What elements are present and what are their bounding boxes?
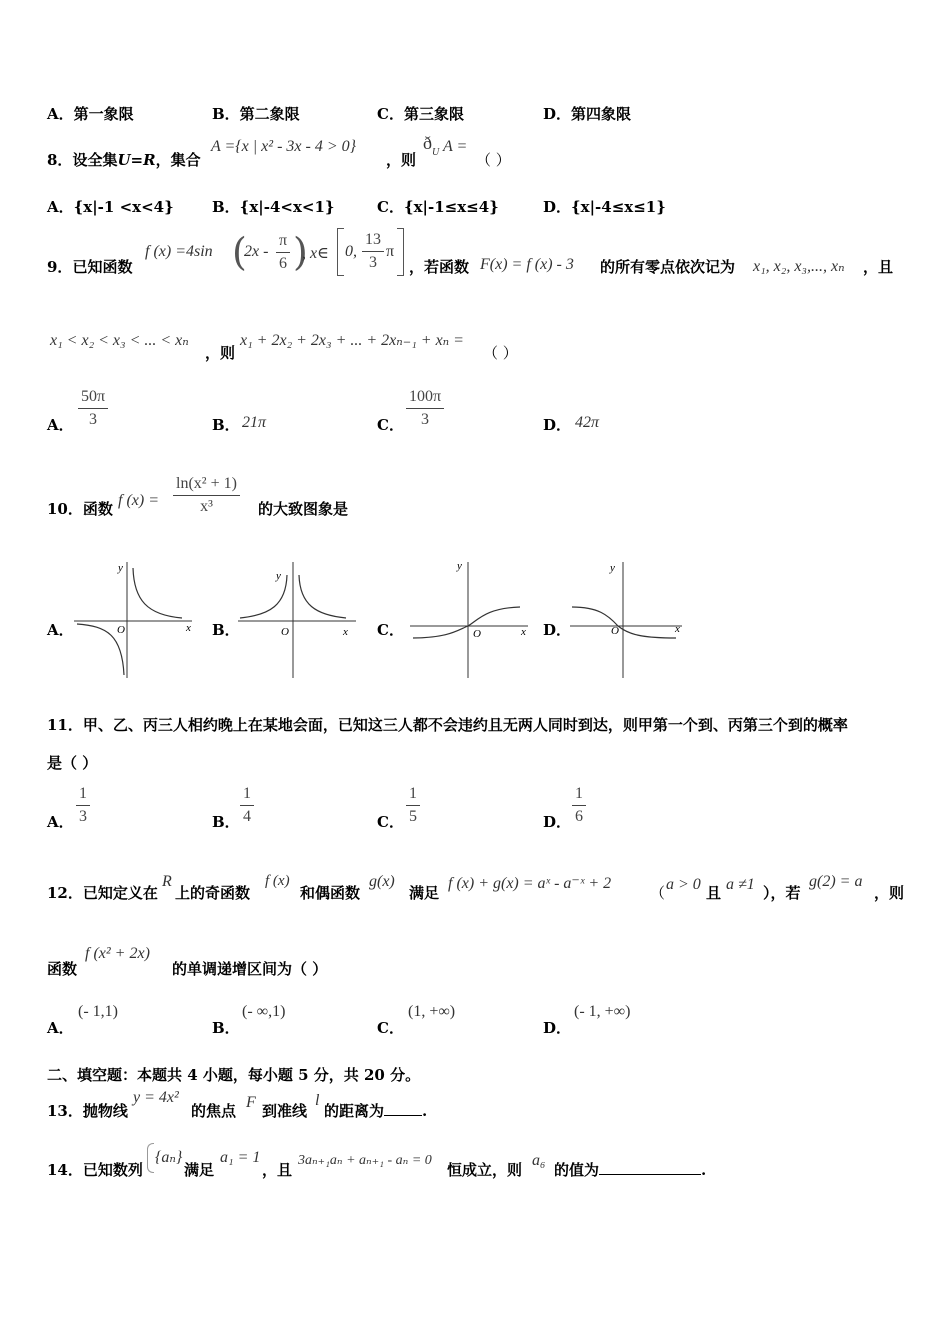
q12-then: ，则 (874, 884, 905, 902)
q9-bracket-open (337, 228, 344, 276)
q8-stem: 8．设全集U=R，集合 (47, 151, 201, 169)
q11-option-d-frac: $\frac{1}{6}$ (572, 785, 586, 826)
q10-option-c-label: C． (377, 621, 404, 639)
q9-pi-over-6: $\frac{\pi}{6}$ (276, 232, 290, 273)
q9-option-b-label: B． (212, 416, 240, 434)
q10-option-b-label: B． (212, 621, 240, 639)
q10-graph-b (236, 560, 361, 680)
q9-stem: 9．已知函数 (47, 258, 133, 276)
origin-label: O (611, 625, 619, 637)
q9-text-e: ，则 (205, 344, 236, 362)
q13-stem-a: 13．抛物线 (47, 1102, 128, 1120)
q13-stem-c: 到准线 (262, 1102, 308, 1120)
curve (572, 607, 676, 638)
q12-option-c-val: (1, +∞) (408, 1003, 456, 1020)
q9-option-c-frac: $\frac{100\pi}{3}$ (406, 388, 444, 429)
q10-graph-d (568, 560, 688, 680)
origin-label: O (473, 628, 481, 640)
y-label: y (610, 562, 615, 574)
q8-then: ，则 (386, 151, 417, 169)
q13-stem-d: 的距离为 . (324, 1102, 428, 1120)
q9-func: f (x) =4sin (145, 243, 213, 260)
curve (299, 575, 346, 618)
q12-stem-a: 12．已知定义在 (47, 884, 158, 902)
x-label: x (343, 626, 348, 638)
q12-stem-d: 满足 (409, 884, 440, 902)
q12-g: g(x) (369, 873, 395, 890)
q13-eq: y = 4x² (133, 1089, 179, 1106)
q9-option-a-frac: $\frac{50\pi}{3}$ (78, 388, 108, 429)
q13-l: l (315, 1092, 320, 1109)
x-label: x (675, 623, 680, 635)
origin-label: O (117, 624, 125, 636)
q9-order: x₁ < x₂ < x₃ < ... < xₙ (50, 332, 189, 349)
q8-option-d: D．{x|-4≤x≤1} (543, 198, 666, 216)
q14-stem-d: 恒成立，则 (447, 1161, 523, 1179)
q11-line-2: 是（ ） (47, 754, 98, 772)
q12-if: ），若 (763, 884, 801, 902)
q9-F: F(x) = f (x) - 3 (480, 256, 574, 273)
q7-option-c: C．第三象限 (377, 105, 464, 123)
q8-option-c: C．{x|-1≤x≤4} (377, 198, 499, 216)
q10-option-a-label: A． (47, 621, 74, 639)
q12-f: f (x) (265, 873, 290, 889)
q10-f: f (x) = (118, 492, 159, 509)
q10-frac: $\frac{\text{ln(x² + 1)}}{\text{x³}}$ (173, 475, 240, 516)
curve (413, 607, 520, 638)
q14-brace-open (147, 1143, 154, 1173)
q9-text-c: 的所有零点依次记为 (600, 258, 736, 276)
q14-a1: a₁ = 1 (220, 1149, 261, 1166)
q9-option-d-val: 42π (575, 414, 600, 431)
q9-arg: 2x - (244, 243, 269, 260)
q11-option-a-frac: $\frac{1}{3}$ (76, 785, 90, 826)
q12-option-d-label: D． (543, 1019, 572, 1037)
q12-option-b-val: (- ∞,1) (242, 1003, 286, 1020)
q12-option-d-val: (- 1, +∞) (574, 1003, 631, 1020)
section-2-title: 二、填空题：本题共 4 小题，每小题 5 分，共 20 分。 (47, 1066, 421, 1084)
q7-option-d: D．第四象限 (543, 105, 632, 123)
q9-zero: 0, (345, 243, 357, 260)
q8-complement-tail: A = (443, 138, 468, 155)
q11-option-b-label: B． (212, 813, 240, 831)
q9-text-d: ，且 (863, 258, 894, 276)
q8-option-a: A．{x|-1 <x<4} (47, 198, 174, 216)
y-label: y (118, 562, 123, 574)
q9-paren-open: ( (232, 230, 247, 274)
q11-option-a-label: A． (47, 813, 74, 831)
q9-option-a-label: A． (47, 416, 74, 434)
q12-cond1: a > 0 (666, 876, 701, 893)
q12-option-b-label: B． (212, 1019, 240, 1037)
q14-a6: a₆ (532, 1152, 546, 1169)
q8-set-expr: A ={x | x² - 3x - 4 > 0} (211, 138, 357, 155)
q9-paren-close: ) (293, 230, 308, 274)
q14-stem-a: 14．已知数列 (47, 1161, 143, 1179)
q11-option-b-frac: $\frac{1}{4}$ (240, 785, 254, 826)
q11-option-c-frac: $\frac{1}{5}$ (406, 785, 420, 826)
q9-option-d-label: D． (543, 416, 572, 434)
y-label: y (276, 570, 281, 582)
q12-stem-b: 上的奇函数 (175, 884, 251, 902)
q8-complement-sub: U (432, 147, 440, 158)
q13-F: F (246, 1094, 256, 1111)
q12-stem-c: 和偶函数 (300, 884, 361, 902)
x-label: x (521, 626, 526, 638)
q8-option-b: B．{x|-4<x<1} (212, 198, 335, 216)
q12-cond2: a ≠1 (726, 876, 755, 893)
q13-answer-blank[interactable] (384, 1101, 422, 1116)
q11-option-c-label: C． (377, 813, 404, 831)
q9-sum: x₁ + 2x₂ + 2x₃ + ... + 2xₙ₋₁ + xₙ = (240, 332, 464, 349)
q12-option-a-label: A． (47, 1019, 74, 1037)
q12-line2-b: 的单调递增区间为（ ） (172, 960, 328, 978)
curve (133, 568, 182, 618)
q10-option-d-label: D． (543, 621, 572, 639)
q10-graph-a (72, 560, 197, 680)
q9-13-over-3: $\frac{13}{3}$ (362, 231, 384, 272)
x-label: x (186, 622, 191, 634)
q14-stem-b: 满足 (184, 1161, 215, 1179)
q14-rec: 3aₙ₊₁aₙ + aₙ₊₁ - aₙ = 0 (298, 1153, 432, 1168)
y-label: y (457, 560, 462, 572)
q10-text-b: 的大致图象是 (258, 500, 349, 518)
q12-paren-open: （ (650, 884, 666, 902)
q7-option-b: B．第二象限 (212, 105, 300, 123)
q11-option-d-label: D． (543, 813, 572, 831)
origin-label: O (281, 626, 289, 638)
q8-complement-symbol: ð (423, 133, 432, 153)
q14-seq: {aₙ} (155, 1149, 183, 1166)
q9-option-b-val: 21π (242, 414, 267, 431)
q14-answer-blank[interactable] (599, 1160, 701, 1175)
q13-stem-b: 的焦点 (191, 1102, 237, 1120)
q12-compose: f (x² + 2x) (85, 945, 150, 962)
q12-eq: f (x) + g(x) = aˣ - a⁻ˣ + 2 (448, 875, 612, 892)
q14-stem-e: 的值为 . (554, 1161, 707, 1179)
q9-domain: , x∈ (302, 245, 329, 262)
q12-option-a-val: (- 1,1) (78, 1003, 118, 1020)
q8-paren: （ ） (476, 151, 511, 169)
q12-option-c-label: C． (377, 1019, 404, 1037)
q12-R: R (162, 873, 172, 890)
q7-option-a: A．第一象限 (47, 105, 134, 123)
q12-line2-a: 函数 (47, 960, 78, 978)
q9-pi: π (386, 243, 395, 260)
q9-bracket-close (397, 228, 404, 276)
q11-line-1: 11．甲、乙、丙三人相约晚上在某地会面，已知这三人都不会违约且无两人同时到达，则甲第一个到、丙第三个到的概率 (47, 716, 848, 734)
q10-stem: 10．函数 (47, 500, 113, 518)
q14-stem-c: ，且 (262, 1161, 293, 1179)
q9-paren: （ ） (483, 344, 518, 362)
q9-seq: x₁, x₂, x₃,..., xₙ (753, 258, 845, 275)
q12-g2: g(2) = a (809, 873, 863, 890)
q12-and: 且 (706, 884, 722, 902)
q9-text-b: ，若函数 (409, 258, 470, 276)
q10-graph-c (408, 560, 533, 680)
q9-option-c-label: C． (377, 416, 404, 434)
